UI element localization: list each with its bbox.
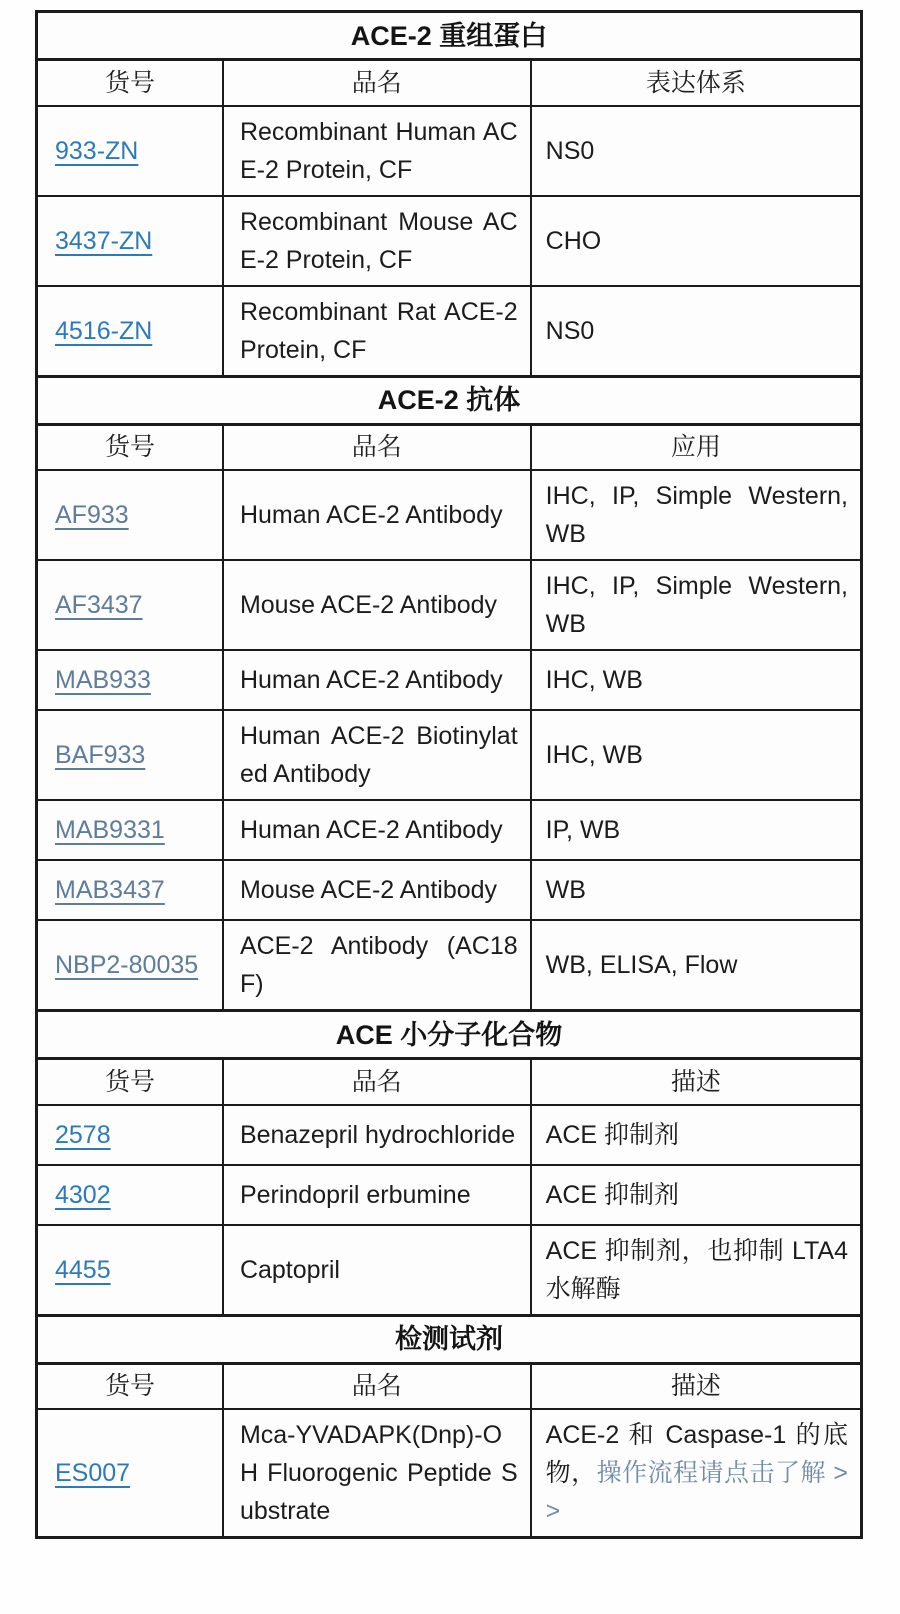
catalog-link[interactable]: AF3437 — [55, 591, 143, 619]
product-name-cell: Mouse ACE-2 Antibody — [223, 560, 531, 650]
catalog-cell — [37, 710, 223, 800]
product-name-cell: Mouse ACE-2 Antibody — [223, 860, 531, 920]
section-title: ACE-2 重组蛋白 — [37, 12, 862, 60]
catalog-cell — [37, 920, 223, 1011]
table-row — [37, 1225, 862, 1316]
catalog-cell — [37, 1105, 223, 1165]
table-row — [37, 860, 862, 920]
product-table-body — [37, 12, 862, 1538]
column-header: 货号 — [37, 1363, 223, 1409]
section-row — [37, 1011, 862, 1059]
catalog-link[interactable]: MAB3437 — [55, 876, 165, 904]
detail-cell: CHO — [531, 196, 862, 286]
catalog-cell — [37, 196, 223, 286]
catalog-cell — [37, 860, 223, 920]
detail-cell: ACE 抑制剂，也抑制 LTA4 水解酶 — [531, 1225, 862, 1316]
column-header: 描述 — [531, 1059, 862, 1105]
column-header: 品名 — [223, 424, 531, 470]
catalog-link[interactable]: AF933 — [55, 501, 129, 529]
column-header: 描述 — [531, 1363, 862, 1409]
table-row — [37, 920, 862, 1011]
catalog-cell — [37, 470, 223, 560]
table-row — [37, 106, 862, 196]
catalog-cell — [37, 106, 223, 196]
detail-cell: IHC, WB — [531, 650, 862, 710]
protocol-link[interactable]: 操作流程请点击了解 >> — [545, 1459, 848, 1525]
table-row — [37, 470, 862, 560]
column-header: 表达体系 — [531, 60, 862, 106]
catalog-cell — [37, 1409, 223, 1538]
catalog-link[interactable]: 933-ZN — [55, 136, 139, 165]
catalog-link[interactable]: NBP2-80035 — [55, 951, 199, 979]
catalog-link[interactable]: 4455 — [55, 1255, 111, 1284]
product-name-cell: Mca-YVADAPK(Dnp)-OH Fluorogenic Peptide Substrate — [223, 1409, 531, 1538]
section-row — [37, 12, 862, 60]
catalog-link[interactable]: ES007 — [55, 1459, 131, 1487]
detail-cell: IP, WB — [531, 800, 862, 860]
table-row — [37, 650, 862, 710]
detail-text: ACE-2 和 Caspase-1 的底物， — [545, 1421, 848, 1487]
detail-cell: ACE 抑制剂 — [531, 1165, 862, 1225]
section-row — [37, 376, 862, 424]
column-header: 品名 — [223, 1363, 531, 1409]
column-header: 货号 — [37, 1059, 223, 1105]
product-name-cell: Benazepril hydrochloride — [223, 1105, 531, 1165]
column-header-row — [37, 1059, 862, 1105]
table-row — [37, 710, 862, 800]
product-name-cell: Perindopril erbumine — [223, 1165, 531, 1225]
catalog-cell — [37, 800, 223, 860]
detail-cell: NS0 — [531, 106, 862, 196]
column-header-row — [37, 424, 862, 470]
catalog-link[interactable]: 4302 — [55, 1180, 111, 1209]
catalog-link[interactable]: MAB933 — [55, 666, 151, 694]
section-title: ACE 小分子化合物 — [37, 1011, 862, 1059]
detail-cell: WB — [531, 860, 862, 920]
section-title: 检测试剂 — [37, 1315, 862, 1363]
catalog-link[interactable]: MAB9331 — [55, 816, 165, 844]
detail-cell — [531, 1409, 862, 1538]
product-name-cell: ACE-2 Antibody (AC18F) — [223, 920, 531, 1011]
product-name-cell: Human ACE-2 Antibody — [223, 470, 531, 560]
product-name-cell: Recombinant Rat ACE-2 Protein, CF — [223, 286, 531, 377]
detail-cell: ACE 抑制剂 — [531, 1105, 862, 1165]
product-table — [35, 10, 863, 1539]
column-header: 品名 — [223, 60, 531, 106]
catalog-cell — [37, 286, 223, 377]
table-row — [37, 1409, 862, 1538]
catalog-link[interactable]: 2578 — [55, 1120, 111, 1149]
table-row — [37, 286, 862, 377]
catalog-cell — [37, 1225, 223, 1316]
catalog-link[interactable]: 3437-ZN — [55, 226, 153, 255]
product-name-cell: Recombinant Human ACE-2 Protein, CF — [223, 106, 531, 196]
column-header: 品名 — [223, 1059, 531, 1105]
table-row — [37, 196, 862, 286]
column-header: 货号 — [37, 60, 223, 106]
detail-cell: NS0 — [531, 286, 862, 377]
table-row — [37, 1165, 862, 1225]
table-row — [37, 560, 862, 650]
table-row — [37, 800, 862, 860]
detail-cell: IHC, WB — [531, 710, 862, 800]
catalog-cell — [37, 1165, 223, 1225]
product-name-cell: Human ACE-2 Biotinylated Antibody — [223, 710, 531, 800]
detail-cell: IHC, IP, Simple Western, WB — [531, 470, 862, 560]
column-header: 货号 — [37, 424, 223, 470]
product-name-cell: Human ACE-2 Antibody — [223, 800, 531, 860]
section-title: ACE-2 抗体 — [37, 376, 862, 424]
product-name-cell: Human ACE-2 Antibody — [223, 650, 531, 710]
catalog-link[interactable]: 4516-ZN — [55, 316, 153, 345]
catalog-link[interactable]: BAF933 — [55, 741, 146, 769]
column-header-row — [37, 1363, 862, 1409]
column-header: 应用 — [531, 424, 862, 470]
detail-cell: WB, ELISA, Flow — [531, 920, 862, 1011]
section-row — [37, 1315, 862, 1363]
table-row — [37, 1105, 862, 1165]
detail-cell: IHC, IP, Simple Western, WB — [531, 560, 862, 650]
catalog-cell — [37, 560, 223, 650]
catalog-cell — [37, 650, 223, 710]
product-name-cell: Recombinant Mouse ACE-2 Protein, CF — [223, 196, 531, 286]
column-header-row — [37, 60, 862, 106]
product-name-cell: Captopril — [223, 1225, 531, 1316]
